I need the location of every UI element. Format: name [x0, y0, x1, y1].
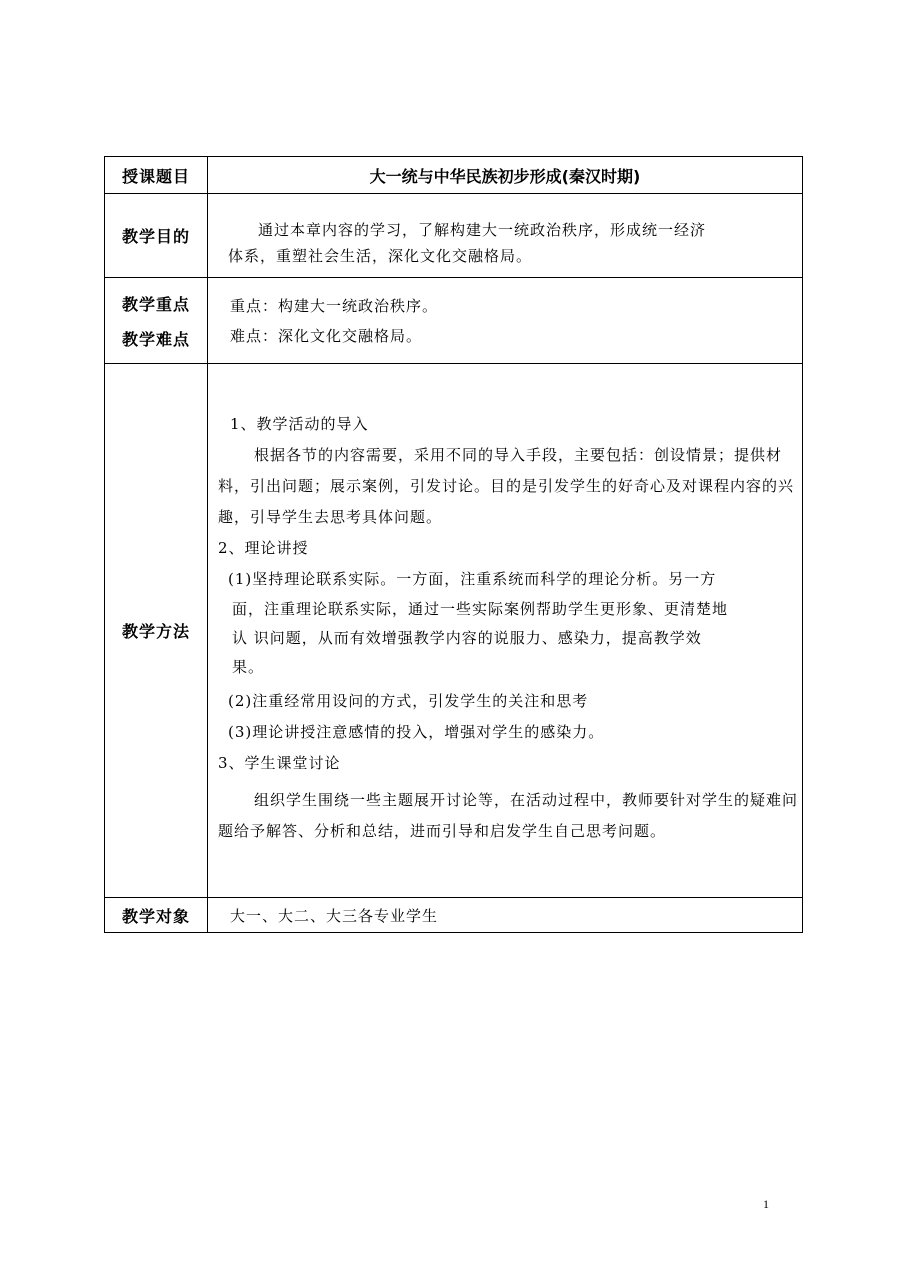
- method-label: 教学方法: [105, 364, 208, 898]
- goal-row: [105, 194, 803, 278]
- method-row: [105, 364, 803, 898]
- topic-label: 授课题目: [105, 157, 208, 194]
- section-2-item-1-line-2: 面，注重理论联系实际，通过一些实际案例帮助学生更形象、更清楚地: [232, 599, 729, 618]
- target-row: [105, 898, 803, 933]
- key-label-cell: [105, 278, 208, 364]
- section-2-item-3: (3)理论讲授注意感情的投入，增强对学生的感染力。: [228, 722, 605, 741]
- difficulty-text: 难点：深化文化交融格局。: [230, 326, 423, 345]
- key-row: [105, 278, 803, 364]
- goal-label: 教学目的: [105, 194, 208, 278]
- section-2-item-2: (2)注重经常用设问的方式，引发学生的关注和思考: [228, 691, 589, 710]
- goal-line-1: 通过本章内容的学习，了解构建大一统政治秩序，形成统一经济: [258, 220, 707, 239]
- target-value: 大一、大二、大三各专业学生: [230, 906, 439, 925]
- topic-row: [105, 157, 803, 194]
- key-cell: [208, 278, 803, 364]
- topic-value: 大一统与中华民族初步形成(秦汉时期): [208, 157, 803, 194]
- lesson-plan-table: [104, 156, 803, 933]
- section-2-item-1-line-1: (1)坚持理论联系实际。一方面，注重系统而科学的理论分析。另一方: [228, 569, 717, 588]
- section-2-item-1-line-4: 果。: [232, 657, 265, 676]
- section-1-heading: 1、教学活动的导入: [230, 414, 369, 433]
- key-label: 教学重点: [121, 294, 190, 314]
- goal-cell: [208, 194, 803, 278]
- difficulty-label: 教学难点: [121, 329, 190, 349]
- page-number: 1: [763, 1197, 769, 1211]
- section-3-body: 组织学生围绕一些主题展开讨论等，在活动过程中，教师要针对学生的疑难问题给予解答、分析和总结，进而引导和启发学生自己思考问题。: [218, 790, 799, 840]
- method-cell: [208, 364, 803, 898]
- section-3-heading: 3、学生课堂讨论: [218, 753, 341, 772]
- target-label: 教学对象: [105, 898, 208, 933]
- goal-line-2: 体系，重塑社会生活，深化文化交融格局。: [228, 246, 533, 265]
- target-cell: [208, 898, 803, 933]
- section-2-item-1-line-3: 认 识问题，从而有效增强教学内容的说服力、感染力，提高教学效: [232, 628, 702, 647]
- section-2-heading: 2、理论讲授: [218, 538, 309, 557]
- section-1-body: 根据各节的内容需要，采用不同的导入手段，主要包括：创设情景；提供材料，引出问题；展示案例，引发讨论。目的是引发学生的好奇心及对课程内容的兴趣，引导学生去思考具体问题。: [218, 445, 795, 526]
- focus-text: 重点：构建大一统政治秩序。: [230, 296, 439, 315]
